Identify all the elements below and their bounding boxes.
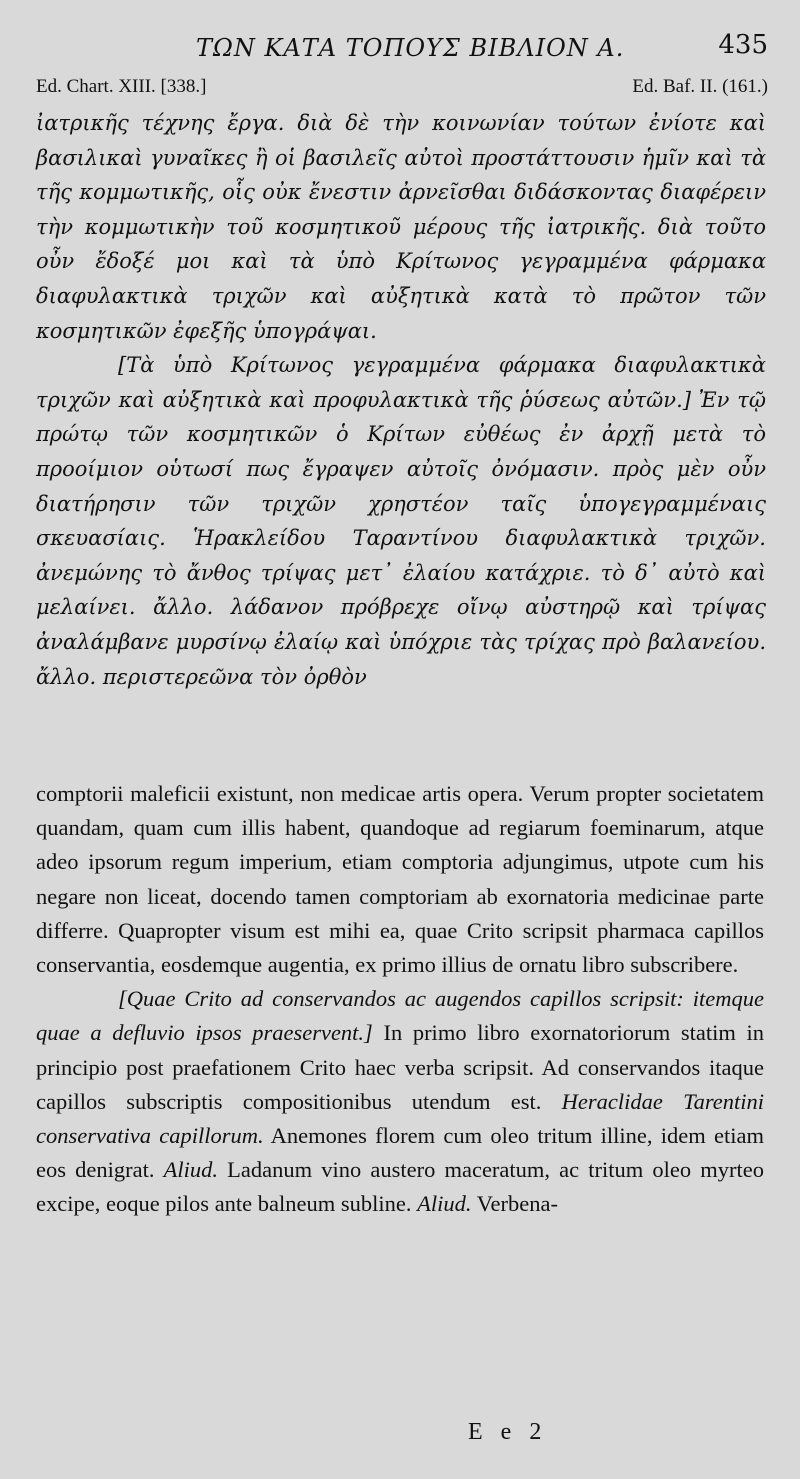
greek-text-block	[36, 106, 766, 694]
greek-paragraph-2	[36, 348, 766, 694]
edition-basel-reference: Ed. Baf. II. (161.)	[632, 76, 768, 97]
latin-paragraph-1: comptorii maleficii existunt, non medicae artis opera. Verum propter societatem quandam, quam cum illis habent, quandoque ad regiarum foeminarum, atque adeo ipsorum regum imperium, etiam comptoria adjungimus, utpote cum his negare non liceat, docendo tamen comptoriam ab exornatoria medicinae parte differre. Quapropter visum est mihi ea, quae Crito scripsit pharmaca capillos conservantia, eosdemque augentia, ex primo illius de ornatu libro subscribere.	[36, 781, 764, 978]
latin-paragraph-2	[36, 982, 764, 1221]
running-title: ΤΩΝ ΚΑΤΑ ΤΟΠΟΥΣ ΒΙΒΛΙΟΝ Α.	[196, 34, 625, 62]
signature-mark: E e 2	[468, 1419, 548, 1445]
latin-text-d: Ladanum vino austero maceratum, ac tritum oleo myrteo excipe, eoque pilos ante balneum subline.	[36, 1157, 765, 1217]
latin-text-e: Verbena-	[476, 1191, 558, 1217]
latin-aliud-2: Aliud.	[417, 1191, 472, 1217]
latin-text-block	[36, 777, 764, 1222]
edition-references	[36, 76, 768, 104]
page-number: 435	[718, 30, 768, 60]
latin-text-a: In primo libro exornatoriorum statim in principio post praefationem Crito haec verba scripsit. Ad conservandos itaque capillos subscriptis compositionibus utendum est.	[36, 1020, 765, 1114]
latin-aliud-1: Aliud.	[163, 1157, 218, 1183]
latin-recipe-title: Heraclidae Tarentini conservativa capillorum.	[36, 1088, 764, 1149]
latin-text-c: Anemones florem cum oleo tritum illine, idem etiam eos denigrat.	[36, 1123, 764, 1183]
greek-paragraph-1: ἰατρικῆς τέχνης ἔργα. διὰ δὲ τὴν κοινωνίαν τούτων ἐνίοτε καὶ βασιλικαὶ γυναῖκες ἢ οἱ βασιλεῖς αὐτοὶ προστάττουσιν ἡμῖν καὶ τὰ τῆς κομμωτικῆς, οἷς οὐκ ἔνεστιν ἀρνεῖσθαι διδάσκοντας διαφέρειν τὴν κομμωτικὴν τοῦ κοσμητικοῦ μέρους τῆς ἰατρικῆς. διὰ τοῦτο οὖν ἔδοξέ μοι καὶ τὰ ὑπὸ Κρίτωνος γεγραμμένα φάρμακα διαφυλακτικὰ τριχῶν καὶ αὐξητικὰ κατὰ τὸ πρῶτον τῶν κοσμητικῶν ἐφεξῆς ὑπογράψαι.	[36, 111, 766, 343]
greek-section-heading: [Τὰ ὑπὸ Κρίτωνος γεγραμμένα φάρμακα διαφυλακτικὰ τριχῶν καὶ αὐξητικὰ καὶ προφυλακτικὰ τῆς ῥύσεως αὐτῶν.]	[36, 353, 766, 412]
page-header	[36, 28, 768, 68]
latin-section-heading: [Quae Crito ad conservandos ac augendos capillos scripsit: itemque quae a defluvio ipsos praeservent.]	[36, 986, 764, 1046]
greek-section-body: Ἐν τῷ πρώτῳ τῶν κοσμητικῶν ὁ Κρίτων εὐθέως ἐν ἀρχῇ μετὰ τὸ προοίμιον οὑτωσί πως ἔγραψεν αὐτοῖς ὀνόμασιν. πρὸς μὲν οὖν διατήρησιν τῶν τριχῶν χρηστέον ταῖς ὑπογεγραμμέναις σκευασίαις. Ἡρακλείδου Ταραντίνου διαφυλακτικὰ τριχῶν. ἀνεμώνης τὸ ἄνθος τρίψας μετ᾽ ἐλαίου κατάχριε. τὸ δ᾽ αὐτὸ καὶ μελαίνει. ἄλλο. λάδανον πρόβρεχε οἴνῳ αὐστηρῷ καὶ τρίψας ἀναλάμβανε μυρσίνῳ ἐλαίῳ καὶ ὑπόχριε τὰς τρίχας πρὸ βαλανείου. ἄλλο. περιστερεῶνα τὸν ὀρθὸν	[36, 387, 766, 689]
edition-chart-reference: Ed. Chart. XIII. [338.]	[36, 76, 207, 97]
